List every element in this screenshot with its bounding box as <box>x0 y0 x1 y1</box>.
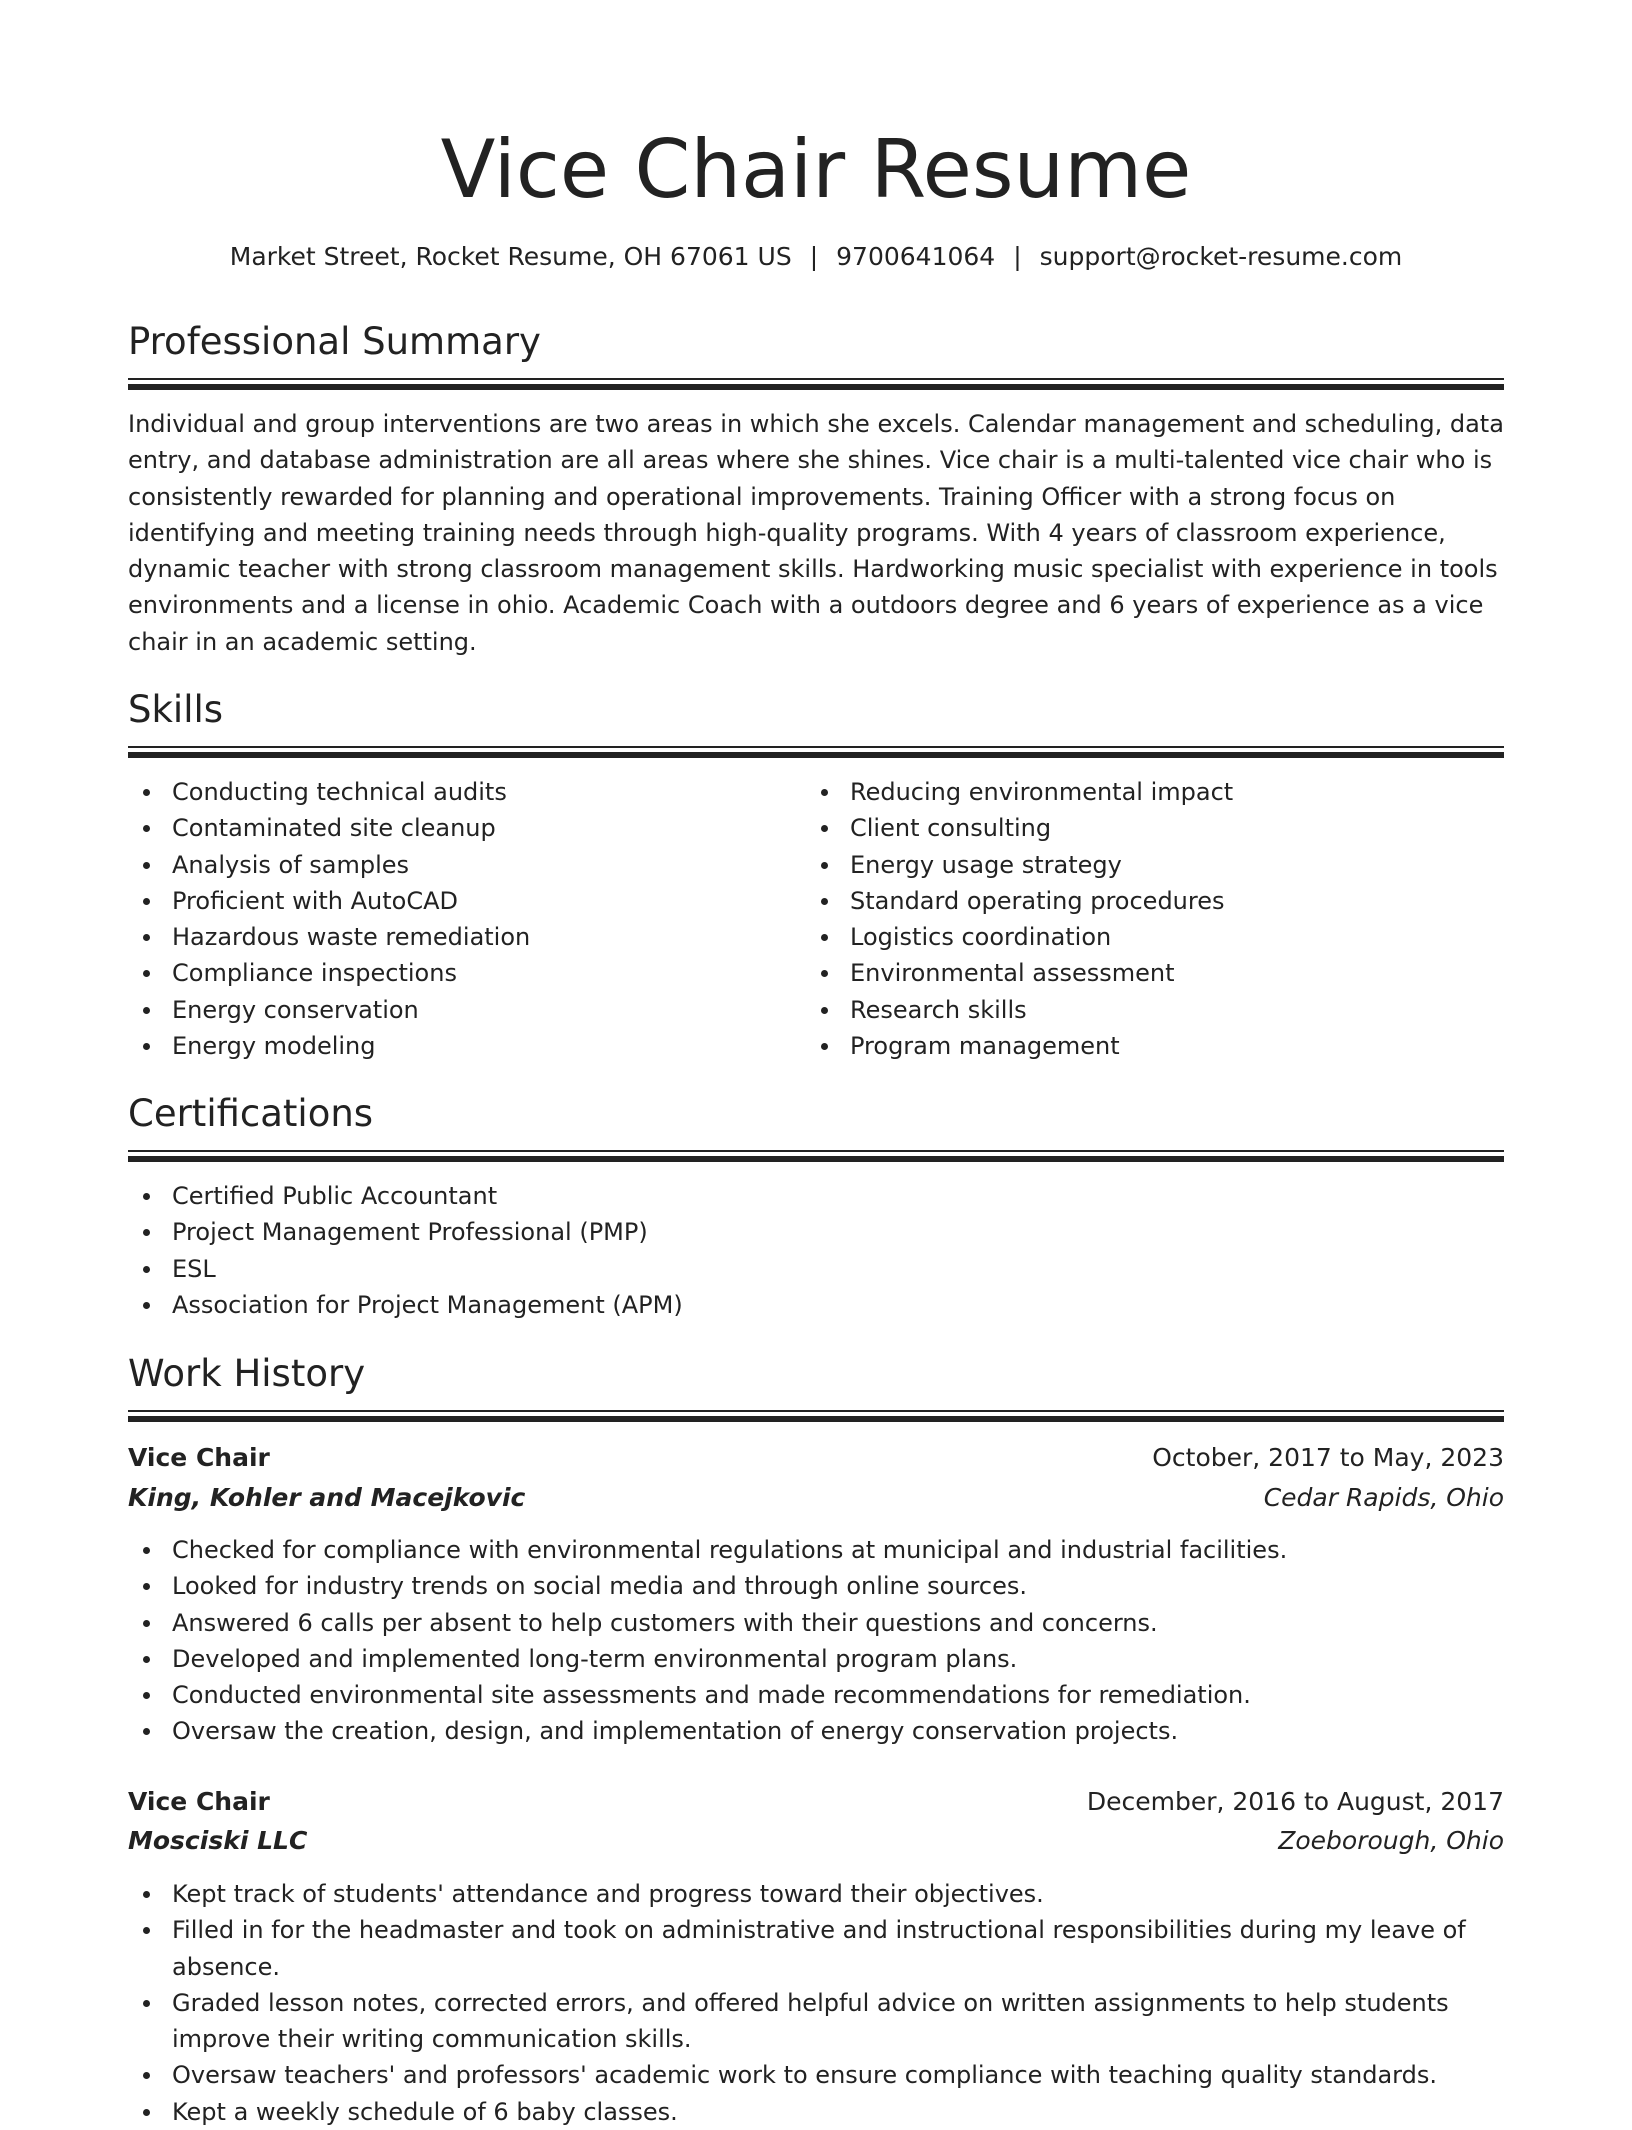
skill-item: Conducting technical audits <box>128 774 788 810</box>
job-bullet: Oversaw the creation, design, and implementation of energy conservation projects. <box>128 1713 1504 1749</box>
skills-heading: Skills <box>128 688 224 731</box>
certification-item: Certified Public Accountant <box>128 1178 1504 1214</box>
contact-address: Market Street, Rocket Resume, OH 67061 US <box>229 242 792 271</box>
job-bullet: Answered 6 calls per absent to help customers with their questions and concerns. <box>128 1605 1504 1641</box>
skill-item: Research skills <box>806 992 1504 1028</box>
skill-item: Hazardous waste remediation <box>128 919 788 955</box>
certification-item: Association for Project Management (APM) <box>128 1287 1504 1323</box>
job-bullet: Graded lesson notes, corrected errors, and offered helpful advice on written assignments to help students improve their writing communication skills. <box>128 1985 1504 2058</box>
section-divider <box>128 378 1504 390</box>
section-divider <box>128 1150 1504 1162</box>
section-divider <box>128 746 1504 758</box>
skill-item: Energy modeling <box>128 1028 788 1064</box>
job-bullet: Checked for compliance with environmental regulations at municipal and industrial facilities. <box>128 1532 1504 1568</box>
job-bullet: Conducted environmental site assessments and made recommendations for remediation. <box>128 1677 1504 1713</box>
skill-item: Analysis of samples <box>128 847 788 883</box>
skill-item: Reducing environmental impact <box>806 774 1504 810</box>
job-bullet: Developed and implemented long-term environmental program plans. <box>128 1641 1504 1677</box>
job-location: Zoeborough, Ohio <box>1278 1826 1504 1855</box>
work-history-heading: Work History <box>128 1352 366 1395</box>
job-company: Mosciski LLC <box>128 1826 308 1855</box>
skill-item: Standard operating procedures <box>806 883 1504 919</box>
job-bullet: Kept a weekly schedule of 6 baby classes. <box>128 2094 1504 2130</box>
certifications-list <box>128 1178 1504 1323</box>
job-bullets <box>128 1532 1504 1750</box>
job-dates: December, 2016 to August, 2017 <box>1086 1787 1504 1816</box>
skill-item: Client consulting <box>806 810 1504 846</box>
summary-heading: Professional Summary <box>128 320 541 363</box>
contact-phone: 9700641064 <box>836 242 996 271</box>
skill-item: Proficient with AutoCAD <box>128 883 788 919</box>
section-divider <box>128 1410 1504 1422</box>
skill-item: Compliance inspections <box>128 955 788 991</box>
contact-separator: | <box>1013 242 1022 271</box>
job-bullet: Filled in for the headmaster and took on administrative and instructional responsibilities during my leave of absence. <box>128 1912 1504 1985</box>
job-company: King, Kohler and Macejkovic <box>128 1483 526 1512</box>
contact-line <box>128 240 1504 274</box>
job-bullets <box>128 1876 1504 2130</box>
skill-item: Logistics coordination <box>806 919 1504 955</box>
job-bullet: Oversaw teachers' and professors' academic work to ensure compliance with teaching quality standards. <box>128 2057 1504 2093</box>
page-title: Vice Chair Resume <box>440 123 1192 216</box>
skill-item: Program management <box>806 1028 1504 1064</box>
contact-separator: | <box>809 242 819 271</box>
job-title: Vice Chair <box>128 1443 270 1472</box>
skills-list-right <box>806 774 1504 1064</box>
skill-item: Energy usage strategy <box>806 847 1504 883</box>
skill-item: Energy conservation <box>128 992 788 1028</box>
skill-item: Environmental assessment <box>806 955 1504 991</box>
certifications-heading: Certifications <box>128 1092 374 1135</box>
skill-item: Contaminated site cleanup <box>128 810 788 846</box>
job-dates: October, 2017 to May, 2023 <box>1152 1443 1504 1472</box>
skills-list-left <box>128 774 788 1064</box>
job-title: Vice Chair <box>128 1787 270 1816</box>
summary-text: Individual and group interventions are two areas in which she excels. Calendar management and scheduling, data entry, and database administration are all areas where she shines. Vice chair is a multi-talented vice chair who is consistently rewarded for planning and operational improvements. Training Officer with a strong focus on identifying and meeting training needs through high-quality programs. With 4 years of classroom experience, dynamic teacher with strong classroom management skills. Hardworking music specialist with experience in tools environments and a license in ohio. Academic Coach with a outdoors degree and 6 years of experience as a vice chair in an academic setting. <box>128 410 1504 656</box>
job-bullet: Looked for industry trends on social media and through online sources. <box>128 1568 1504 1604</box>
job-bullet: Kept track of students' attendance and progress toward their objectives. <box>128 1876 1504 1912</box>
job-location: Cedar Rapids, Ohio <box>1263 1483 1504 1512</box>
contact-email: support@rocket-resume.com <box>1039 242 1403 271</box>
certification-item: Project Management Professional (PMP) <box>128 1214 1504 1250</box>
certification-item: ESL <box>128 1251 1504 1287</box>
